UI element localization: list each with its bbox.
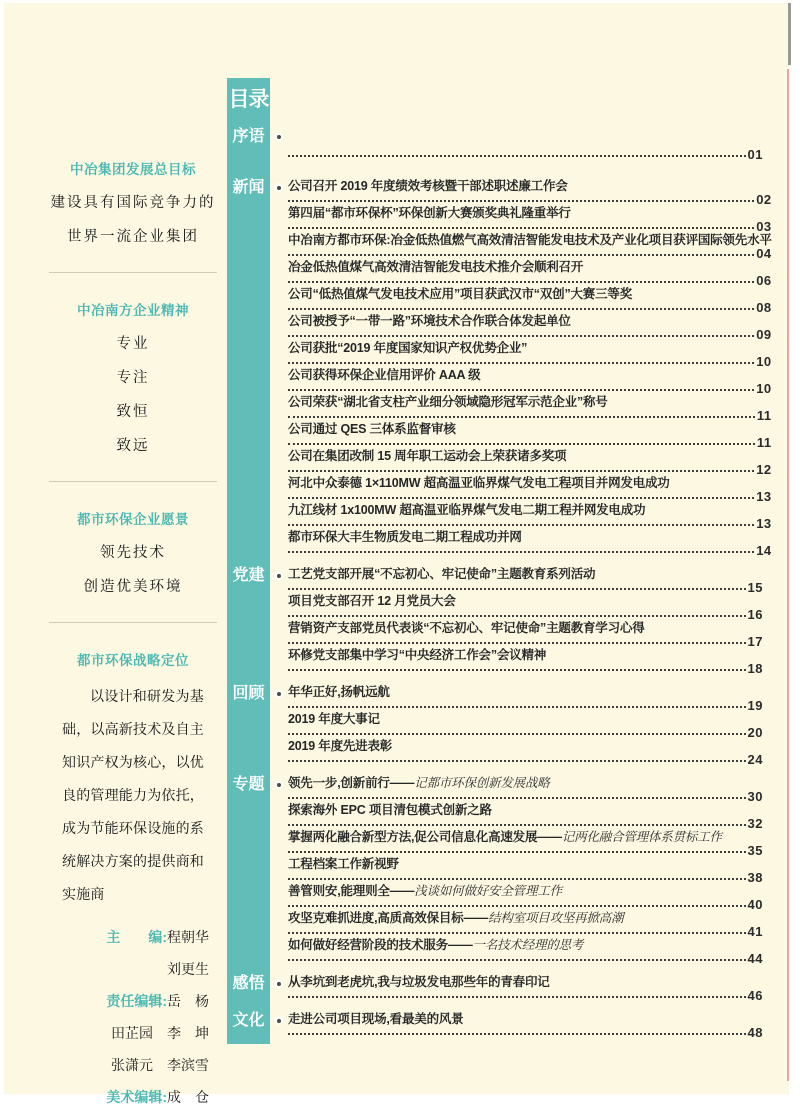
sidebar-serif-text: 创造优美环境 bbox=[83, 579, 183, 595]
entry-title-row bbox=[288, 529, 772, 546]
entry-title: 探索海外 EPC 项目清包模式创新之路 bbox=[288, 803, 492, 817]
toc-entry bbox=[288, 974, 763, 1001]
section-entries bbox=[270, 684, 763, 775]
entry-page-number: 06 bbox=[756, 273, 772, 288]
dot-leader-row bbox=[288, 789, 763, 804]
section-entries bbox=[270, 1011, 763, 1044]
dot-leader-row bbox=[288, 1025, 763, 1040]
section-label-cell bbox=[227, 775, 270, 974]
entry-page-number: 01 bbox=[747, 147, 763, 162]
entry-page-number: 15 bbox=[747, 580, 763, 595]
toc-section bbox=[227, 775, 763, 974]
entry-title: 2019 年度先进表彰 bbox=[288, 739, 393, 753]
section-label: 文化 bbox=[232, 1012, 265, 1029]
entry-page-number: 08 bbox=[756, 300, 772, 315]
dot-leader bbox=[288, 281, 754, 283]
toc-section bbox=[227, 1011, 763, 1044]
entry-title: 工艺党支部开展“不忘初心、牢记使命”主题教育系列活动 bbox=[288, 567, 596, 581]
entry-title: 营销资产支部党员代表谈“不忘初心、牢记使命”主题教育学习心得 bbox=[288, 621, 645, 635]
dot-leader-row bbox=[288, 725, 763, 740]
entry-page-number: 44 bbox=[747, 951, 763, 966]
entry-title: 善管则安,能理则全—— bbox=[288, 884, 415, 898]
entry-title-row bbox=[288, 775, 763, 792]
entry-title: 公司召开 2019 年度绩效考核暨干部述职述廉工作会 bbox=[288, 179, 568, 193]
dot-leader bbox=[288, 1033, 746, 1035]
toc-entry bbox=[288, 647, 763, 674]
dot-leader bbox=[288, 335, 754, 337]
entry-subtitle: 记都市环保创新发展战略 bbox=[414, 776, 550, 790]
section-entries bbox=[270, 566, 763, 684]
toc-entry bbox=[288, 829, 763, 856]
section-bullet-icon bbox=[274, 689, 283, 698]
entry-title-row bbox=[288, 684, 763, 701]
toc-entry bbox=[288, 775, 763, 802]
sidebar-header-text: 中冶集团发展总目标 bbox=[70, 162, 196, 177]
entry-title: 环修党支部集中学习“中央经济工作会”会议精神 bbox=[288, 648, 547, 662]
dot-leader bbox=[288, 996, 746, 998]
toc-entry bbox=[288, 421, 772, 448]
entry-page-number: 19 bbox=[747, 698, 763, 713]
entry-page-number: 14 bbox=[756, 543, 772, 558]
section-bullet-icon bbox=[274, 132, 283, 141]
editor-name: 岳 杨 bbox=[167, 993, 209, 1009]
entry-title: 中冶南方都市环保:冶金低热值燃气高效清洁智能发电技术及产业化项目获评国际领先水平 bbox=[288, 233, 772, 247]
sidebar-serif-text: 专注 bbox=[116, 370, 150, 386]
entry-title: 工程档案工作新视野 bbox=[288, 857, 399, 871]
section-label-cell bbox=[227, 178, 270, 566]
toc-entry bbox=[288, 205, 772, 232]
dot-leader bbox=[288, 760, 746, 762]
entry-page-number: 24 bbox=[747, 752, 763, 767]
section-label-cell bbox=[227, 127, 270, 178]
entry-title-row bbox=[288, 647, 763, 664]
dot-leader bbox=[288, 416, 755, 418]
dot-leader-row bbox=[288, 816, 763, 831]
editor-name: 程朝华 bbox=[167, 929, 209, 945]
dot-leader-row bbox=[288, 192, 772, 207]
toc-entry bbox=[288, 448, 772, 475]
entry-title-row bbox=[288, 421, 772, 438]
section-bullet-icon bbox=[274, 183, 283, 192]
toc-section bbox=[227, 566, 763, 684]
sidebar-serif-text: 领先技术 bbox=[100, 545, 166, 561]
dot-leader bbox=[288, 642, 746, 644]
entry-title: 攻坚克难抓进度,高质高效保目标—— bbox=[288, 911, 489, 925]
dot-leader bbox=[288, 497, 754, 499]
toc-entry bbox=[288, 856, 763, 883]
scan-edge-gray bbox=[788, 3, 791, 65]
section-label-cell bbox=[227, 1011, 270, 1044]
toc-entry bbox=[288, 711, 763, 738]
toc-entry bbox=[288, 502, 772, 529]
dot-leader-row bbox=[288, 843, 763, 858]
section-label: 序语 bbox=[232, 128, 265, 145]
sidebar-header-text: 中冶南方企业精神 bbox=[77, 303, 189, 318]
dot-leader-row bbox=[288, 951, 763, 966]
entry-title-row bbox=[288, 1011, 763, 1028]
entry-page-number: 30 bbox=[747, 789, 763, 804]
entry-page-number: 12 bbox=[756, 462, 772, 477]
sidebar-header-text: 都市环保企业愿景 bbox=[77, 512, 189, 527]
toc-entry bbox=[288, 259, 772, 286]
entry-title-row bbox=[288, 974, 763, 991]
dot-leader bbox=[288, 551, 754, 553]
magazine-toc-page bbox=[4, 3, 789, 1105]
dot-leader bbox=[288, 797, 746, 799]
entry-title-row bbox=[288, 502, 772, 519]
dot-leader-row bbox=[288, 354, 772, 369]
dot-leader-row bbox=[288, 273, 772, 288]
dot-leader bbox=[288, 733, 746, 735]
entry-title: 公司通过 QES 三体系监督审核 bbox=[288, 422, 456, 436]
dot-leader bbox=[288, 155, 746, 157]
toc-entry bbox=[288, 178, 772, 205]
section-label-cell bbox=[227, 974, 270, 1011]
sidebar-header-text: 都市环保战略定位 bbox=[77, 653, 189, 668]
entry-page-number: 16 bbox=[747, 607, 763, 622]
entry-page-number: 40 bbox=[747, 897, 763, 912]
dot-leader bbox=[288, 878, 746, 880]
entry-title-row bbox=[288, 566, 763, 583]
editor-row bbox=[57, 928, 209, 947]
dot-leader bbox=[288, 706, 746, 708]
entry-page-number: 18 bbox=[747, 661, 763, 676]
sidebar-serif-text: 致恒 bbox=[116, 404, 150, 420]
dot-leader bbox=[288, 254, 754, 256]
section-bullet-icon bbox=[274, 1016, 283, 1025]
dot-leader bbox=[288, 615, 746, 617]
entry-subtitle: 记两化融合管理体系贯标工作 bbox=[561, 830, 722, 844]
entry-title: 如何做好经营阶段的技术服务—— bbox=[288, 938, 473, 952]
entry-subtitle: 浅谈如何做好安全管理工作 bbox=[414, 884, 562, 898]
dot-leader bbox=[288, 524, 754, 526]
dot-leader bbox=[288, 470, 754, 472]
section-label: 回顾 bbox=[232, 685, 265, 702]
entry-title: 公司在集团改制 15 周年职工运动会上荣获诸多奖项 bbox=[288, 449, 567, 463]
entry-title-row bbox=[288, 910, 763, 927]
entry-title: 公司荣获“湖北省支柱产业细分领域隐形冠军示范企业”称号 bbox=[288, 395, 608, 409]
entry-title-row bbox=[288, 313, 772, 330]
sidebar-serif-text: 专业 bbox=[116, 336, 150, 352]
entry-title-row bbox=[288, 286, 772, 303]
dot-leader-row bbox=[288, 698, 763, 713]
entry-title: 公司获批“2019 年度国家知识产权优势企业” bbox=[288, 341, 528, 355]
dot-leader bbox=[288, 932, 746, 934]
dot-leader bbox=[288, 443, 755, 445]
dot-leader-row bbox=[288, 634, 763, 649]
toc-entry bbox=[288, 133, 763, 160]
dot-leader-row bbox=[288, 300, 772, 315]
entry-page-number: 38 bbox=[747, 870, 763, 885]
section-entries bbox=[270, 775, 763, 974]
dot-leader-row bbox=[288, 435, 772, 450]
entry-title-row bbox=[288, 367, 772, 384]
dot-leader-row bbox=[288, 924, 763, 939]
dot-leader bbox=[288, 588, 746, 590]
toc-section bbox=[227, 684, 763, 775]
entry-title: 2019 年度大事记 bbox=[288, 712, 380, 726]
entry-title-row bbox=[288, 259, 772, 276]
sidebar-serif-text: 致远 bbox=[116, 438, 150, 454]
entry-title-row bbox=[288, 232, 772, 249]
entry-title: 年华正好,扬帆远航 bbox=[288, 685, 390, 699]
editor-row bbox=[57, 1088, 209, 1107]
section-entries bbox=[270, 127, 763, 178]
editor-name: 成 仓 bbox=[167, 1089, 209, 1105]
dot-leader-row bbox=[288, 516, 772, 531]
entry-title-row bbox=[288, 475, 772, 492]
entry-title-row bbox=[288, 802, 763, 819]
sidebar-divider bbox=[49, 481, 217, 482]
dot-leader-row bbox=[288, 607, 763, 622]
toc-entry bbox=[288, 340, 772, 367]
toc-entry bbox=[288, 367, 772, 394]
entry-title-row bbox=[288, 205, 772, 222]
sidebar-para-text: 以设计和研发为基础，以高新技术及自主知识产权为核心，以优良的管理能力为依托，成为节能环保设施的系统解决方案的提供商和实施商 bbox=[62, 690, 204, 903]
section-label: 新闻 bbox=[232, 179, 265, 196]
entry-page-number: 13 bbox=[756, 489, 772, 504]
editors-block bbox=[57, 928, 209, 1107]
dot-leader-row bbox=[288, 462, 772, 477]
entry-page-number: 11 bbox=[756, 435, 772, 450]
entry-title: 冶金低热值煤气高效清洁智能发电技术推介会顺利召开 bbox=[288, 260, 584, 274]
toc-entry bbox=[288, 802, 763, 829]
entry-page-number: 32 bbox=[747, 816, 763, 831]
section-bullet-icon bbox=[274, 979, 283, 988]
entry-title: 项目党支部召开 12 月党员大会 bbox=[288, 594, 456, 608]
sidebar-divider bbox=[49, 272, 217, 273]
toc-entry bbox=[288, 286, 772, 313]
entry-page-number: 11 bbox=[756, 408, 772, 423]
toc-entry bbox=[288, 593, 763, 620]
toc-entry bbox=[288, 313, 772, 340]
toc-entry bbox=[288, 475, 772, 502]
dot-leader-row bbox=[288, 580, 763, 595]
section-label: 党建 bbox=[232, 567, 265, 584]
entry-page-number: 02 bbox=[756, 192, 772, 207]
editor-row bbox=[57, 992, 209, 1011]
entry-page-number: 17 bbox=[747, 634, 763, 649]
entry-title: 河北中众泰德 1×110MW 超高温亚临界煤气发电工程项目并网发电成功 bbox=[288, 476, 670, 490]
dot-leader bbox=[288, 824, 746, 826]
entry-title: 领先一步,创新前行—— bbox=[288, 776, 415, 790]
entry-title-row bbox=[288, 620, 763, 637]
entry-title: 都市环保大丰生物质发电二期工程成功并网 bbox=[288, 530, 522, 544]
editor-row bbox=[57, 1024, 209, 1043]
dot-leader-row bbox=[288, 246, 772, 261]
entry-subtitle: 结构室项目攻坚再掀高潮 bbox=[488, 911, 624, 925]
entry-title-row bbox=[288, 178, 772, 195]
entry-page-number: 13 bbox=[756, 516, 772, 531]
entry-page-number: 09 bbox=[756, 327, 772, 342]
toc-title: 目录 bbox=[227, 78, 270, 127]
sidebar bbox=[45, 138, 221, 1120]
toc-entry bbox=[288, 937, 763, 964]
dot-leader bbox=[288, 200, 754, 202]
entry-page-number: 04 bbox=[756, 246, 772, 261]
section-label: 专题 bbox=[232, 776, 265, 793]
dot-leader bbox=[288, 669, 746, 671]
dot-leader-row bbox=[288, 327, 772, 342]
dot-leader-row bbox=[288, 219, 772, 234]
dot-leader-row bbox=[288, 870, 763, 885]
section-label-cell bbox=[227, 684, 270, 775]
dot-leader bbox=[288, 362, 754, 364]
dot-leader-row bbox=[288, 661, 763, 676]
scan-edge-pink-line bbox=[787, 69, 789, 1081]
dot-leader bbox=[288, 308, 754, 310]
editor-role-label: 美术编辑: bbox=[106, 1089, 167, 1105]
toc-entry bbox=[288, 910, 763, 937]
sidebar-blocks bbox=[45, 158, 221, 912]
entry-page-number: 20 bbox=[747, 725, 763, 740]
toc-sections bbox=[227, 127, 772, 1044]
editor-role-label: 责任编辑: bbox=[106, 993, 167, 1009]
section-entries bbox=[270, 974, 763, 1011]
entry-page-number: 10 bbox=[756, 354, 772, 369]
toc-entry bbox=[288, 1011, 763, 1038]
dot-leader-row bbox=[288, 489, 772, 504]
dot-leader-row bbox=[288, 543, 772, 558]
entry-title-row bbox=[288, 133, 763, 150]
section-entries bbox=[270, 178, 772, 566]
entry-title-row bbox=[288, 829, 763, 846]
entry-title: 九江线材 1x100MW 超高温亚临界煤气发电二期工程并网发电成功 bbox=[288, 503, 646, 517]
dot-leader-row bbox=[288, 752, 763, 767]
entry-subtitle: 一名技术经理的思考 bbox=[472, 938, 584, 952]
entry-title: 第四届“都市环保杯”环保创新大赛颁奖典礼隆重举行 bbox=[288, 206, 571, 220]
dot-leader bbox=[288, 959, 746, 961]
dot-leader-row bbox=[288, 408, 772, 423]
editor-row bbox=[57, 1056, 209, 1075]
table-of-contents bbox=[227, 78, 772, 1044]
dot-leader-row bbox=[288, 381, 772, 396]
dot-leader-row bbox=[288, 988, 763, 1003]
dot-leader bbox=[288, 227, 754, 229]
editor-name: 刘更生 bbox=[167, 961, 209, 977]
sidebar-serif-text: 建设具有国际竞争力的 bbox=[50, 195, 216, 211]
entry-title: 公司“低热值煤气发电技术应用”项目获武汉市“双创”大赛三等奖 bbox=[288, 287, 633, 301]
entry-page-number: 10 bbox=[756, 381, 772, 396]
entry-title-row bbox=[288, 883, 763, 900]
entry-title: 公司获得环保企业信用评价 AAA 级 bbox=[288, 368, 481, 382]
dot-leader bbox=[288, 389, 754, 391]
entry-title-row bbox=[288, 340, 772, 357]
entry-title-row bbox=[288, 394, 772, 411]
entry-title: 走进公司项目现场,看最美的风景 bbox=[288, 1012, 464, 1026]
entry-title-row bbox=[288, 856, 763, 873]
section-label-cell bbox=[227, 566, 270, 684]
section-label: 感悟 bbox=[232, 975, 265, 992]
entry-title: 掌握两化融合新型方法,促公司信息化高速发展—— bbox=[288, 830, 562, 844]
entry-title-row bbox=[288, 738, 763, 755]
toc-entry bbox=[288, 738, 763, 765]
toc-entry bbox=[288, 684, 763, 711]
dot-leader-row bbox=[288, 897, 763, 912]
toc-entry bbox=[288, 566, 763, 593]
entry-title: 公司被授予“一带一路”环境技术合作联合体发起单位 bbox=[288, 314, 571, 328]
entry-title-row bbox=[288, 937, 763, 954]
toc-entry bbox=[288, 394, 772, 421]
section-bullet-icon bbox=[274, 571, 283, 580]
toc-section bbox=[227, 178, 772, 566]
toc-entry bbox=[288, 529, 772, 556]
toc-entry bbox=[288, 620, 763, 647]
editor-name: 张潇元 李滨雪 bbox=[111, 1057, 209, 1073]
entry-page-number: 46 bbox=[747, 988, 763, 1003]
sidebar-serif-text: 世界一流企业集团 bbox=[67, 229, 199, 245]
entry-title-row bbox=[288, 593, 763, 610]
dot-leader bbox=[288, 851, 746, 853]
editor-row bbox=[57, 960, 209, 979]
entry-page-number: 35 bbox=[747, 843, 763, 858]
entry-page-number: 03 bbox=[756, 219, 772, 234]
dot-leader-row bbox=[288, 147, 763, 162]
entry-title-row bbox=[288, 448, 772, 465]
sidebar-divider bbox=[49, 622, 217, 623]
toc-entry bbox=[288, 232, 772, 259]
dot-leader bbox=[288, 905, 746, 907]
entry-title-row bbox=[288, 711, 763, 728]
editor-name: 田芷园 李 坤 bbox=[111, 1025, 209, 1041]
toc-section bbox=[227, 974, 763, 1011]
toc-entry bbox=[288, 883, 763, 910]
entry-title: 从李坑到老虎坑,我与垃圾发电那些年的青春印记 bbox=[288, 975, 550, 989]
toc-section bbox=[227, 127, 763, 178]
entry-page-number: 41 bbox=[747, 924, 763, 939]
section-bullet-icon bbox=[274, 780, 283, 789]
editor-role-label: 主 编: bbox=[106, 929, 167, 945]
entry-page-number: 48 bbox=[747, 1025, 763, 1040]
